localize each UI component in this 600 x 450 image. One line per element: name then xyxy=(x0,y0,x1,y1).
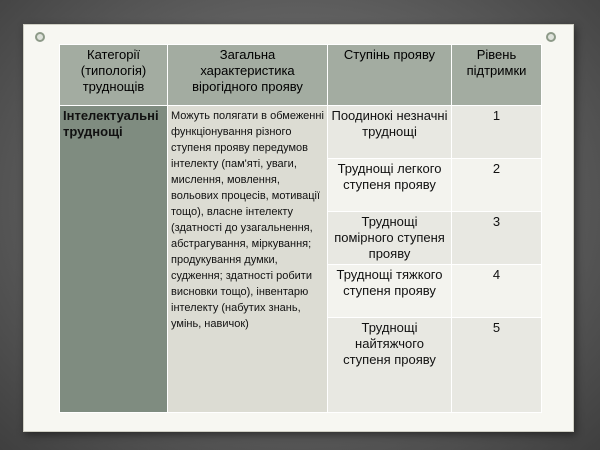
table-row xyxy=(60,106,542,159)
header-support: Рівень підтримки xyxy=(452,45,542,106)
binder-ring-icon xyxy=(546,32,556,42)
support-cell: 2 xyxy=(452,159,542,212)
level-cell: Поодинокі незначні труднощі xyxy=(328,106,452,159)
level-cell: Труднощі найтяжчого ступеня прояву xyxy=(328,318,452,413)
support-cell: 3 xyxy=(452,212,542,265)
level-cell: Труднощі тяжкого ступеня прояву xyxy=(328,265,452,318)
header-category: Категорії (типологія) труднощів xyxy=(60,45,168,106)
difficulty-table xyxy=(59,44,542,413)
table-header-row xyxy=(60,45,542,106)
level-cell: Труднощі помірного ступеня прояву xyxy=(328,212,452,265)
level-cell: Труднощі легкого ступеня прояву xyxy=(328,159,452,212)
support-cell: 5 xyxy=(452,318,542,413)
header-characteristic: Загальна характеристика вірогідного прояву xyxy=(168,45,328,106)
support-cell: 1 xyxy=(452,106,542,159)
header-level: Ступінь прояву xyxy=(328,45,452,106)
binder-ring-icon xyxy=(35,32,45,42)
support-cell: 4 xyxy=(452,265,542,318)
category-cell: Інтелектуальні труднощі xyxy=(60,106,168,413)
description-cell: Можуть полягати в обмеженні функціонування різного ступеня прояву передумов інтелекту (пам'яті, уваги, мислення, мовлення, вольових процесів, мотивації тощо), власне інтелекту (здатності до узагальнення, абстрагування, міркування; продукування думки, судження; здатності робити висновки тощо), інвентарю інтелекту (набутих знань, умінь, навичок) xyxy=(168,106,328,413)
